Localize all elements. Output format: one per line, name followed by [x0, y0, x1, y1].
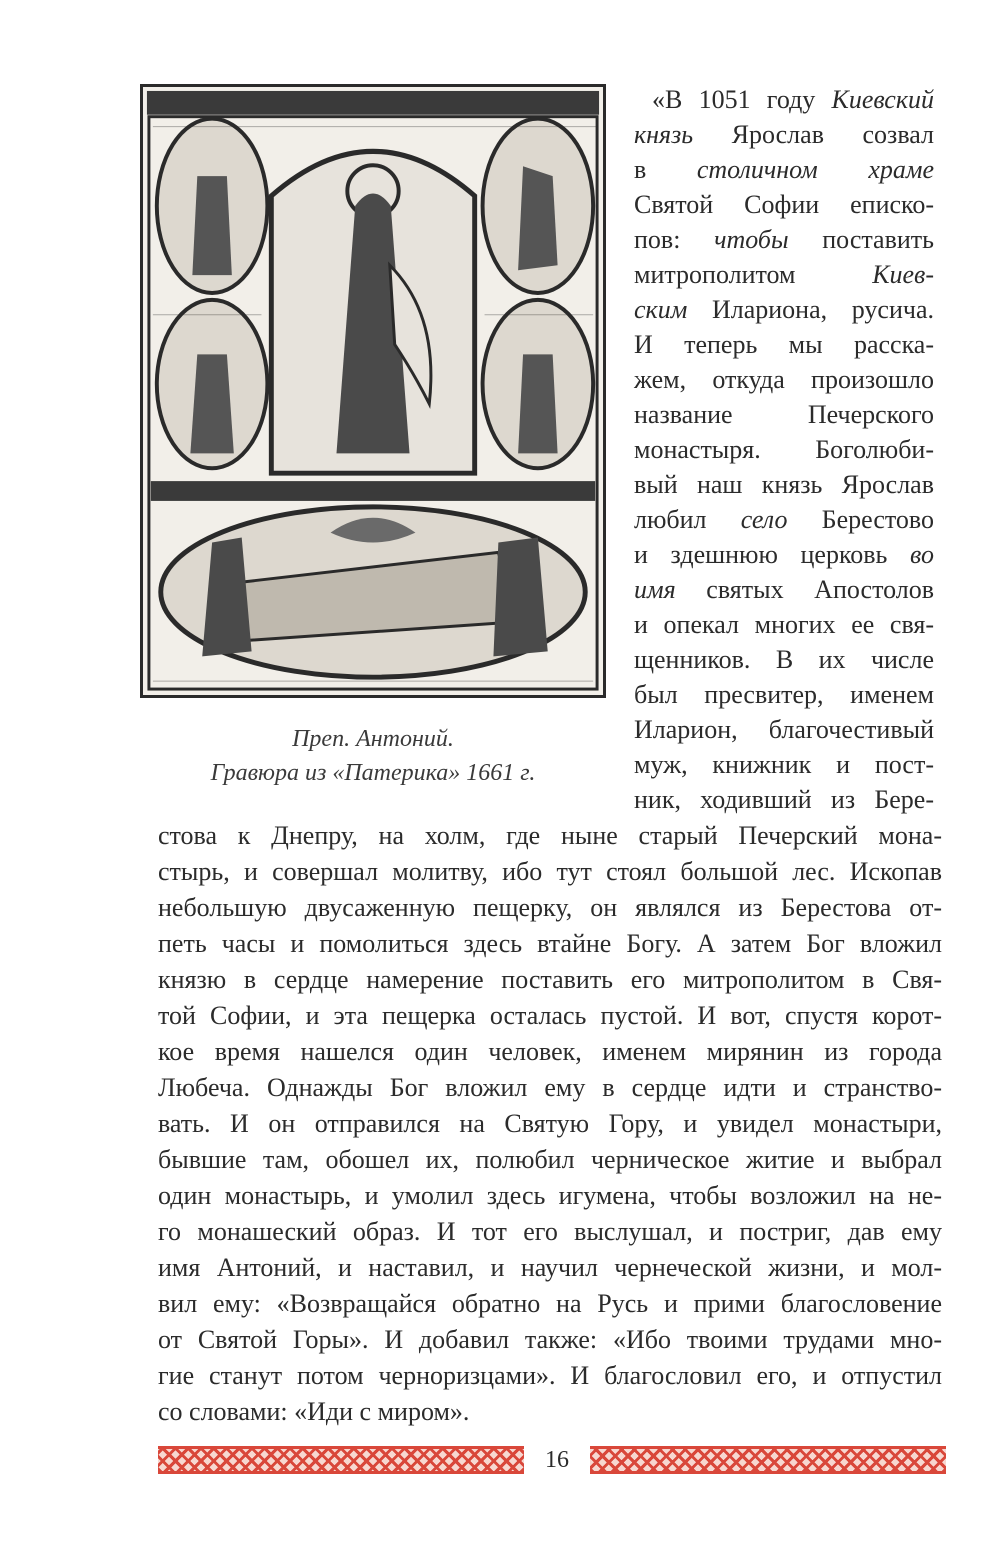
text-line	[634, 607, 934, 642]
text-segment: Киевский	[831, 85, 934, 114]
text-segment: князь	[634, 120, 694, 149]
text-segment: жем, откуда произошло	[634, 365, 934, 394]
text-line: петь часы и помолиться здесь втайне Богу. А затем Бог вложил	[158, 929, 942, 958]
text-segment: муж, книжник и пост-	[634, 750, 934, 779]
image-caption	[140, 722, 606, 790]
text-line	[634, 117, 934, 152]
text-segment: ским	[634, 295, 688, 324]
text-segment: Берестово	[787, 505, 934, 534]
caption-line-1: Преп. Антоний.	[292, 726, 454, 752]
text-segment: Ярослав созвал	[693, 120, 934, 149]
text-line: гие станут потом черноризцами». И благословил его, и отпустил	[158, 1361, 942, 1390]
text-segment: вый наш князь Ярослав	[634, 470, 934, 499]
text-segment: монастыря. Боголюби-	[634, 435, 934, 464]
text-segment: название Печерского	[634, 400, 934, 429]
text-line	[634, 782, 934, 817]
text-line	[634, 747, 934, 782]
text-segment: Киев-	[872, 260, 934, 289]
engraving-drawing	[143, 87, 603, 695]
text-line	[634, 362, 934, 397]
text-line: стырь, и совершал молитву, ибо тут стоял большой лес. Ископав	[158, 857, 942, 886]
text-segment: Святой Софии еписко-	[634, 190, 934, 219]
text-segment: Илариона, русича.	[687, 295, 934, 324]
text-line: князю в сердце намерение поставить его митрополитом в Свя-	[158, 965, 942, 994]
text-line	[634, 502, 934, 537]
text-segment: «В 1051 году	[652, 85, 832, 114]
text-line	[634, 572, 934, 607]
left-ornament-band	[158, 1446, 524, 1474]
text-line: вил ему: «Возвращайся обратно на Русь и прими благословение	[158, 1289, 942, 1318]
text-line	[634, 642, 934, 677]
text-segment: во	[910, 540, 934, 569]
text-line: небольшую двусаженную пещерку, он являлся из Берестова от-	[158, 893, 942, 922]
text-line: го монашеский образ. И тот его выслушал, и постриг, дав ему	[158, 1217, 942, 1246]
text-line: Любеча. Однажды Бог вложил ему в сердце идти и странство-	[158, 1073, 942, 1102]
text-line: со словами: «Иди с миром».	[158, 1397, 470, 1426]
text-line: один монастырь, и умолил здесь игумена, чтобы возложил на не-	[158, 1181, 942, 1210]
text-segment: И теперь мы расска-	[634, 330, 934, 359]
text-line	[634, 222, 934, 257]
text-line	[634, 677, 934, 712]
text-line: кое время нашелся один человек, именем мирянин из города	[158, 1037, 942, 1066]
text-segment: был пресвитер, именем	[634, 680, 934, 709]
text-segment: и здешнюю церковь	[634, 540, 911, 569]
text-segment: любил	[634, 505, 741, 534]
text-segment: чтобы	[714, 225, 789, 254]
right-ornament-band	[590, 1446, 946, 1474]
text-line	[634, 327, 934, 362]
text-line	[634, 712, 934, 747]
text-line	[634, 467, 934, 502]
text-line	[634, 82, 934, 117]
text-segment: в	[634, 155, 697, 184]
right-column-text	[634, 82, 934, 817]
full-width-text	[158, 818, 942, 1430]
text-segment: и опекал многих ее свя-	[634, 610, 934, 639]
text-line: имя Антоний, и наставил, и научил чернеческой жизни, и мол-	[158, 1253, 942, 1282]
text-segment: имя	[634, 575, 676, 604]
text-line	[634, 537, 934, 572]
text-segment: пов:	[634, 225, 715, 254]
text-line: вать. И он отправился на Святую Гору, и увидел монастыри,	[158, 1109, 942, 1138]
text-line: стова к Днепру, на холм, где ныне старый Печерский мона-	[158, 821, 942, 850]
text-segment: село	[740, 505, 788, 534]
text-segment: святых Апостолов	[675, 575, 934, 604]
text-line	[634, 187, 934, 222]
text-line: от Святой Горы». И добавил также: «Ибо твоими трудами мно-	[158, 1325, 942, 1354]
page-number: 16	[545, 1447, 569, 1473]
text-line	[634, 152, 934, 187]
text-segment: щенников. В их числе	[634, 645, 934, 674]
caption-line-2: Гравюра из «Патерика» 1661 г.	[210, 760, 536, 786]
text-line	[634, 257, 934, 292]
text-segment: поставить	[788, 225, 934, 254]
text-segment: ник, ходивший из Бере-	[634, 785, 934, 814]
text-line	[634, 292, 934, 327]
text-line	[634, 432, 934, 467]
engraving-image	[140, 84, 606, 698]
text-line: бывшие там, обошел их, полюбил черническое житие и выбрал	[158, 1145, 942, 1174]
text-segment: Иларион, благочестивый	[634, 715, 934, 744]
text-line	[634, 397, 934, 432]
text-segment: столичном храме	[696, 155, 934, 184]
text-line: той Софии, и эта пещерка осталась пустой. И вот, спустя корот-	[158, 1001, 942, 1030]
text-segment: митрополитом	[634, 260, 873, 289]
